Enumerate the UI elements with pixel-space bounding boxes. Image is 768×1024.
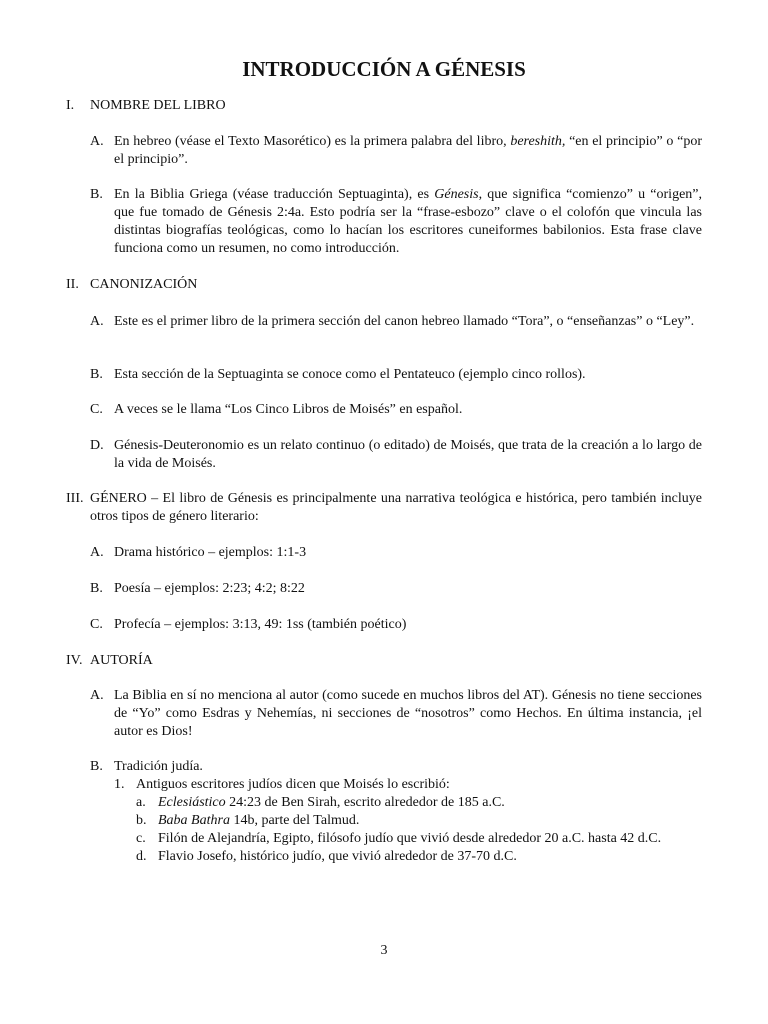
item-text: Antiguos escritores judíos dicen que Moisés lo escribió: bbox=[136, 777, 450, 792]
section-heading bbox=[66, 490, 702, 526]
item-letter: d. bbox=[136, 849, 147, 864]
item-text: Profecía – ejemplos: 3:13, 49: 1ss (también poético) bbox=[114, 617, 407, 632]
list-item bbox=[136, 812, 702, 830]
list-item bbox=[90, 580, 702, 598]
list-item bbox=[114, 776, 702, 794]
section-heading bbox=[66, 652, 702, 670]
item-text: Poesía – ejemplos: 2:23; 4:2; 8:22 bbox=[114, 581, 305, 596]
item-letter: D. bbox=[90, 438, 104, 453]
item-text: En la Biblia Griega (véase traducción Septuaginta), es Génesis, que significa “comienzo” u “origen”, que fue tomado de Génesis 2:4a. Esto podría ser la “frase-esbozo” clave o el colofón que vincula las distintas biografías teológicas, como lo hacían los escritores cuneiformes babilonios. Esta frase clave funciona como un resumen, no como introducción. bbox=[114, 187, 702, 256]
item-text: La Biblia en sí no menciona al autor (como sucede en muchos libros del AT). Génesis no tiene secciones de “Yo” como Esdras y Nehemías, ni secciones de “nosotros” como Hechos. En última instancia, ¡el autor es Dios! bbox=[114, 688, 702, 739]
section-title: CANONIZACIÓN bbox=[90, 277, 198, 292]
item-letter: b. bbox=[136, 813, 147, 828]
page-number: 3 bbox=[380, 943, 388, 958]
list-item bbox=[90, 133, 702, 169]
item-text: Tradición judía. bbox=[114, 759, 203, 774]
list-item bbox=[90, 544, 702, 562]
section-heading bbox=[66, 97, 702, 115]
item-letter: A. bbox=[90, 545, 104, 560]
item-letter: c. bbox=[136, 831, 146, 846]
item-text: Flavio Josefo, histórico judío, que vivió alrededor de 37-70 d.C. bbox=[158, 849, 517, 864]
list-item bbox=[136, 848, 702, 866]
list-item bbox=[90, 313, 702, 331]
item-text: Filón de Alejandría, Egipto, filósofo judío que vivió desde alrededor 20 a.C. hasta 42 d.C. bbox=[158, 831, 662, 846]
item-text: Eclesiástico 24:23 de Ben Sirah, escrito alrededor de 185 a.C. bbox=[158, 795, 505, 810]
item-letter: A. bbox=[90, 134, 104, 149]
item-text: A veces se le llama “Los Cinco Libros de Moisés” en español. bbox=[114, 402, 463, 417]
item-text: Esta sección de la Septuaginta se conoce como el Pentateuco (ejemplo cinco rollos). bbox=[114, 367, 586, 382]
list-item bbox=[90, 616, 702, 634]
item-letter: a. bbox=[136, 795, 146, 810]
list-item bbox=[90, 687, 702, 741]
list-item bbox=[136, 794, 702, 812]
section-title: NOMBRE DEL LIBRO bbox=[90, 98, 226, 113]
list-item bbox=[90, 186, 702, 258]
section-title: GÉNERO – El libro de Génesis es principalmente una narrativa teológica e histórica, pero también incluye otros tipos de género literario: bbox=[90, 491, 702, 524]
item-letter: C. bbox=[90, 402, 103, 417]
item-letter: A. bbox=[90, 688, 104, 703]
list-item bbox=[136, 830, 702, 848]
item-letter: A. bbox=[90, 314, 104, 329]
item-letter: B. bbox=[90, 581, 103, 596]
item-number: 1. bbox=[114, 777, 125, 792]
item-text: Este es el primer libro de la primera sección del canon hebreo llamado “Tora”, o “enseñanzas” o “Ley”. bbox=[114, 314, 695, 329]
list-item bbox=[90, 437, 702, 473]
section-number: IV. bbox=[66, 653, 83, 668]
item-letter: B. bbox=[90, 367, 103, 382]
item-text: En hebreo (véase el Texto Masorético) es la primera palabra del libro, bereshith, “en el principio” o “por el principio”. bbox=[114, 134, 702, 167]
item-letter: B. bbox=[90, 759, 103, 774]
list-item bbox=[90, 401, 702, 419]
section-title: AUTORÍA bbox=[90, 653, 153, 668]
section-number: I. bbox=[66, 98, 75, 113]
section-number: III. bbox=[66, 491, 84, 506]
item-text: Génesis-Deuteronomio es un relato continuo (o editado) de Moisés, que trata de la creación a lo largo de la vida de Moisés. bbox=[114, 438, 702, 471]
item-letter: B. bbox=[90, 187, 103, 202]
item-text: Baba Bathra 14b, parte del Talmud. bbox=[158, 813, 360, 828]
item-text: Drama histórico – ejemplos: 1:1-3 bbox=[114, 545, 307, 560]
section-number: II. bbox=[66, 277, 79, 292]
page-title: INTRODUCCIÓN A GÉNESIS bbox=[242, 57, 526, 81]
list-item bbox=[90, 758, 702, 776]
item-letter: C. bbox=[90, 617, 103, 632]
list-item bbox=[90, 366, 702, 384]
section-heading bbox=[66, 276, 702, 294]
